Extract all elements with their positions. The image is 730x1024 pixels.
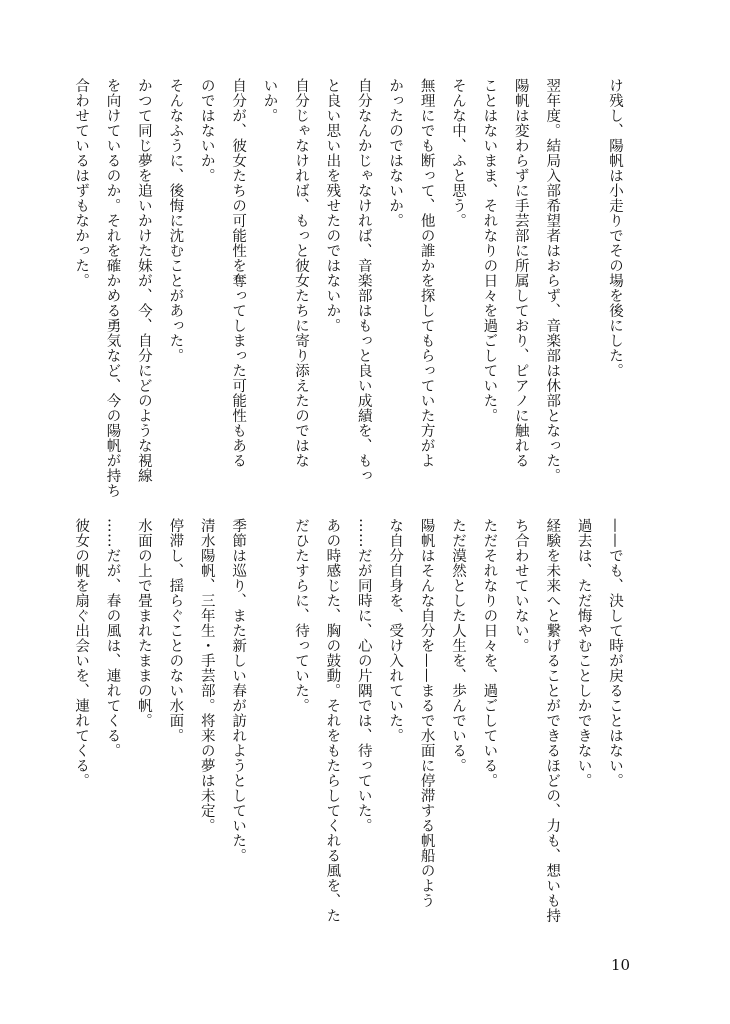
text-line: 合わせているはずもなかった。	[73, 78, 90, 288]
text-line: 陽帆はそんな自分を——まるで水面に停滞する帆船のよう	[418, 518, 435, 908]
text-line: のではないか。	[198, 78, 215, 183]
text-line: け残し、陽帆は小走りでその場を後にした。	[607, 78, 623, 378]
text-line: ことはないまま、それなりの日々を過ごしていた。	[481, 78, 498, 423]
text-line: 彼女の帆を扇ぐ出会いを、連れてくる。	[73, 518, 90, 788]
blank-line	[253, 518, 284, 923]
text-line: あの時感じた、胸の鼓動。それをもたらしてくれる風を、た	[324, 518, 341, 923]
text-line: 清水陽帆、三年生・手芸部。将来の夢は未定。	[198, 518, 215, 833]
text-line: 自分なんかじゃなければ、音楽部はもっと良い成績を、もっ	[355, 78, 372, 483]
text-line: 停滞し、揺らぐことのない水面。	[167, 518, 184, 743]
top-text-block	[73, 78, 630, 498]
text-line: そんな中、ふと思う。	[449, 78, 466, 228]
blank-line	[567, 78, 598, 483]
text-line: いか。	[261, 78, 278, 123]
text-line: ただそれなりの日々を、過ごしている。	[481, 518, 498, 788]
text-line: 翌年度。結局入部希望者はおらず、音楽部は休部となった。	[544, 78, 561, 483]
bottom-text-block	[73, 518, 630, 923]
text-line: 経験を未来へと繋げることができるほどの、力も、想いも持	[544, 518, 561, 923]
text-line: かつて同じ夢を追いかけた妹が、今、自分にどのような視線	[135, 78, 152, 483]
text-line: 過去は、ただ悔やむことしかできない。	[575, 518, 592, 788]
text-line: ただ漠然とした人生を、歩んでいる。	[449, 518, 466, 773]
text-line: ち合わせていない。	[512, 518, 529, 653]
text-line: かったのではないか。	[387, 78, 404, 228]
text-line: ——でも、決して時が戻ることはない。	[607, 518, 623, 788]
text-line: 自分じゃなければ、もっと彼女たちに寄り添えたのではな	[292, 78, 309, 468]
text-line: 陽帆は変わらずに手芸部に所属しており、ピアノに触れる	[512, 78, 529, 468]
text-line: を向けているのか。それを確かめる勇気など、今の陽帆が持ち	[104, 78, 121, 498]
text-line: 自分が、彼女たちの可能性を奪ってしまった可能性もある	[230, 78, 247, 468]
text-line: と良い思い出を残せたのではないか。	[324, 78, 341, 333]
text-line: 季節は巡り、また新しい春が訪れようとしていた。	[230, 518, 247, 863]
text-line: ……だが、春の風は、連れてくる。	[104, 518, 121, 758]
text-line: ……だが同時に、心の片隅では、待っていた。	[355, 518, 372, 833]
page-number: 10	[611, 956, 631, 974]
text-line: 水面の上で畳まれたままの帆。	[135, 518, 152, 728]
text-line: 無理にでも断って、他の誰かを探してもらっていた方がよ	[418, 78, 435, 468]
text-line: そんなふうに、後悔に沈むことがあった。	[167, 78, 184, 363]
text-line: な自分自身を、受け入れていた。	[387, 518, 404, 743]
text-line: だひたすらに、待っていた。	[292, 518, 309, 713]
